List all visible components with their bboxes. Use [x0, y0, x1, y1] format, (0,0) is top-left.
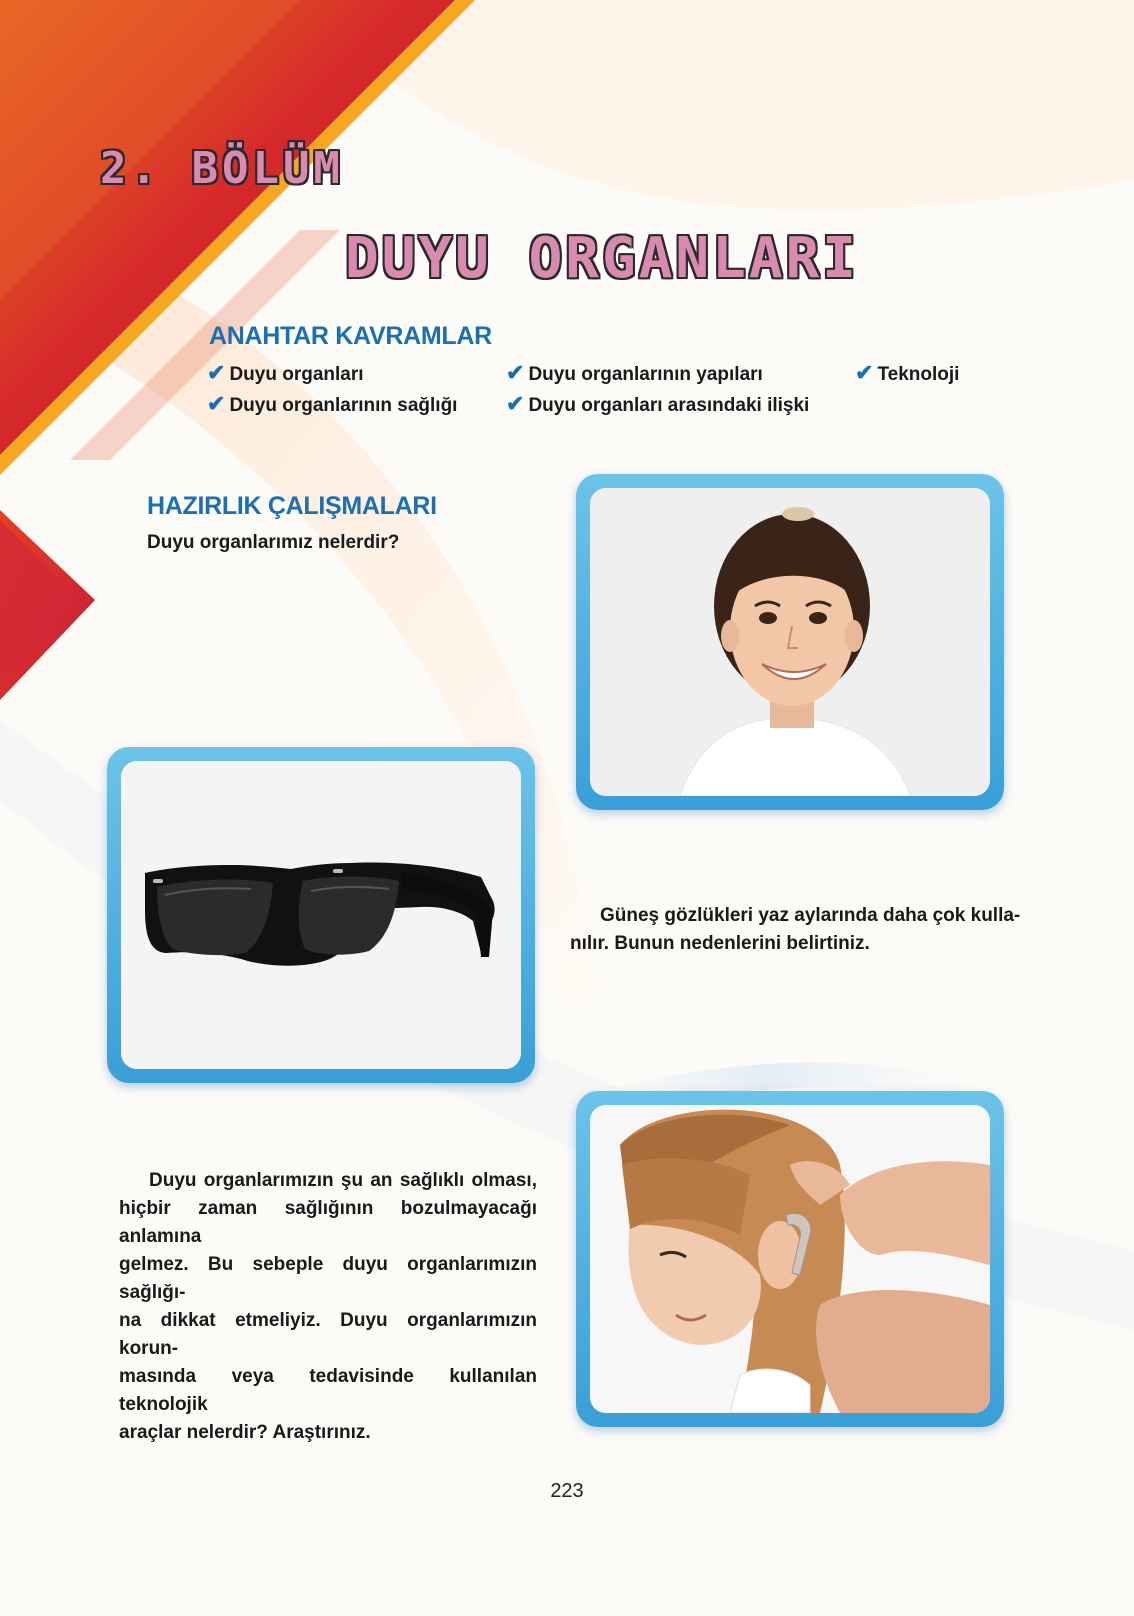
health-paragraph-line: Duyu organlarımızın şu an sağlıklı olması, — [149, 1170, 537, 1191]
hearing-aid-photo-frame — [576, 1091, 1004, 1427]
health-paragraph-line: araçlar nelerdir? Araştırınız. — [119, 1422, 371, 1443]
smiling-girl-illustration — [590, 488, 990, 796]
key-concept-item — [207, 360, 364, 386]
key-concept-item — [506, 391, 809, 417]
checkmark-icon: ✔ — [855, 360, 874, 385]
page-number: 223 — [550, 1480, 584, 1502]
sunglasses-illustration — [121, 761, 521, 1069]
preparation-question: Duyu organlarımız nelerdir? — [147, 532, 400, 553]
chapter-title: DUYU ORGANLARI — [345, 226, 860, 291]
checkmark-icon: ✔ — [506, 391, 525, 416]
key-concept-label: Duyu organları — [229, 364, 364, 385]
checkmark-icon: ✔ — [207, 360, 226, 385]
hearing-aid-photo — [590, 1105, 990, 1413]
preparation-heading: HAZIRLIK ÇALIŞMALARI — [147, 492, 437, 520]
health-paragraph-line: gelmez. Bu sebeple duyu organlarımızın sağlığı- — [119, 1254, 537, 1303]
health-paragraph-line: na dikkat etmeliyiz. Duyu organlarımızın korun- — [119, 1310, 537, 1359]
sunglasses-question-line: nılır. Bunun nedenlerini belirtiniz. — [570, 933, 870, 954]
girl-photo-frame — [576, 474, 1004, 810]
health-paragraph-line: hiçbir zaman sağlığının bozulmayacağı anlamına — [119, 1198, 537, 1247]
key-concepts-list — [0, 0, 1134, 420]
checkmark-icon: ✔ — [207, 391, 226, 416]
key-concept-item — [207, 391, 457, 417]
sunglasses-question — [570, 902, 1021, 958]
sunglasses-question-line: Güneş gözlükleri yaz aylarında daha çok kulla- — [600, 905, 1021, 926]
key-concept-label: Duyu organları arasındaki ilişki — [528, 395, 810, 416]
sunglasses-photo-frame — [107, 747, 535, 1083]
hearing-aid-illustration — [590, 1105, 990, 1413]
key-concept-label: Teknoloji — [877, 364, 960, 385]
key-concept-label: Duyu organlarının yapıları — [528, 364, 763, 385]
health-paragraph — [119, 1167, 537, 1447]
checkmark-icon: ✔ — [506, 360, 525, 385]
key-concept-label: Duyu organlarının sağlığı — [229, 395, 458, 416]
key-concept-item — [506, 360, 763, 386]
sunglasses-photo — [121, 761, 521, 1069]
key-concept-item — [855, 360, 959, 386]
section-label: 2. BÖLÜM — [100, 143, 344, 194]
key-concepts-heading: ANAHTAR KAVRAMLAR — [209, 322, 492, 350]
health-paragraph-line: masında veya tedavisinde kullanılan teknolojik — [119, 1366, 537, 1415]
smiling-girl-photo — [590, 488, 990, 796]
